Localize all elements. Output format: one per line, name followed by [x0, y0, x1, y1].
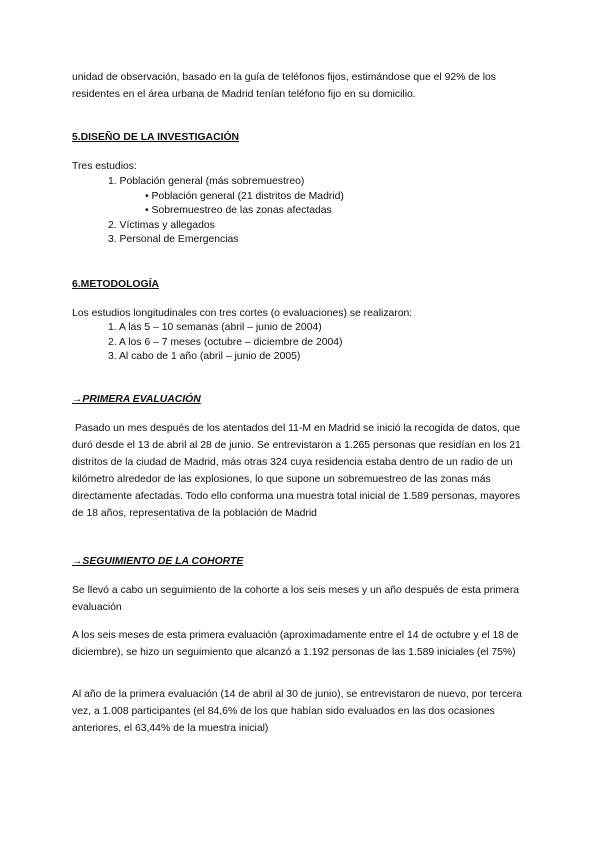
list-item: 1. A las 5 – 10 semanas (abril – junio de 2004) [108, 322, 322, 333]
intro-paragraph: unidad de observación, basado en la guía de teléfonos fijos, estimándose que el 92% de los residentes en el área urbana de Madrid tenían teléfono fijo en su domicilio. [72, 72, 497, 100]
seguimiento-heading: →SEGUIMIENTO DE LA COHORTE [72, 556, 244, 567]
sub-list-item: • Sobremuestreo de las zonas afectadas [145, 205, 332, 216]
list-item: 3. Al cabo de 1 año (abril – junio de 2005) [108, 351, 301, 362]
primera-evaluacion-body: Pasado un mes después de los atentados del 11-M en Madrid se inició la recogida de datos, que duró desde el 13 de abril al 28 de junio. Se entrevistaron a 1.265 personas que residían en los 21 distritos de la ciudad de Madrid, más otras 324 cuya residencia estaba dentro de un radio de un kilómetro alrededor de las explosiones, lo que supone un sobremuestreo de las zonas más directamente afectadas. Todo ello conforma una muestra total inicial de 1.589 personas, mayores de 18 años, representativa de la población de Madrid [72, 423, 521, 519]
section-5-heading: 5.DISEÑO DE LA INVESTIGACIÓN [72, 132, 240, 143]
seguimiento-paragraph-1: Se llevó a cabo un seguimiento de la cohorte a los seis meses y un año después de esta primera evaluación [72, 585, 520, 613]
seguimiento-paragraph-2: A los seis meses de esta primera evaluación (aproximadamente entre el 14 de octubre y el 18 de diciembre), se hizo un seguimiento que alcanzó a 1.192 personas de las 1.589 iniciales (el 75%) [72, 630, 519, 658]
section-6-heading: 6.METODOLOGÍA [72, 279, 159, 290]
section-6-lead: Los estudios longitudinales con tres cortes (o evaluaciones) se realizaron: [72, 308, 413, 319]
list-item: 3. Personal de Emergencias [108, 234, 239, 245]
list-item: 2. A los 6 – 7 meses (octubre – diciembre de 2004) [108, 337, 343, 348]
list-item: 2. Víctimas y allegados [108, 220, 215, 231]
section-5-lead: Tres estudios: [72, 161, 137, 172]
list-item: 1. Población general (más sobremuestreo) [108, 176, 305, 187]
seguimiento-paragraph-3: Al año de la primera evaluación (14 de abril al 30 de junio), se entrevistaron de nuevo, por tercera vez, a 1.008 participantes (el 84,6% de los que habían sido evaluados en las dos ocasiones anteriores, el 63,44% de la muestra inicial) [72, 689, 522, 734]
sub-list-item: • Población general (21 distritos de Madrid) [145, 191, 344, 202]
primera-evaluacion-heading: →PRIMERA EVALUACIÓN [72, 394, 201, 405]
